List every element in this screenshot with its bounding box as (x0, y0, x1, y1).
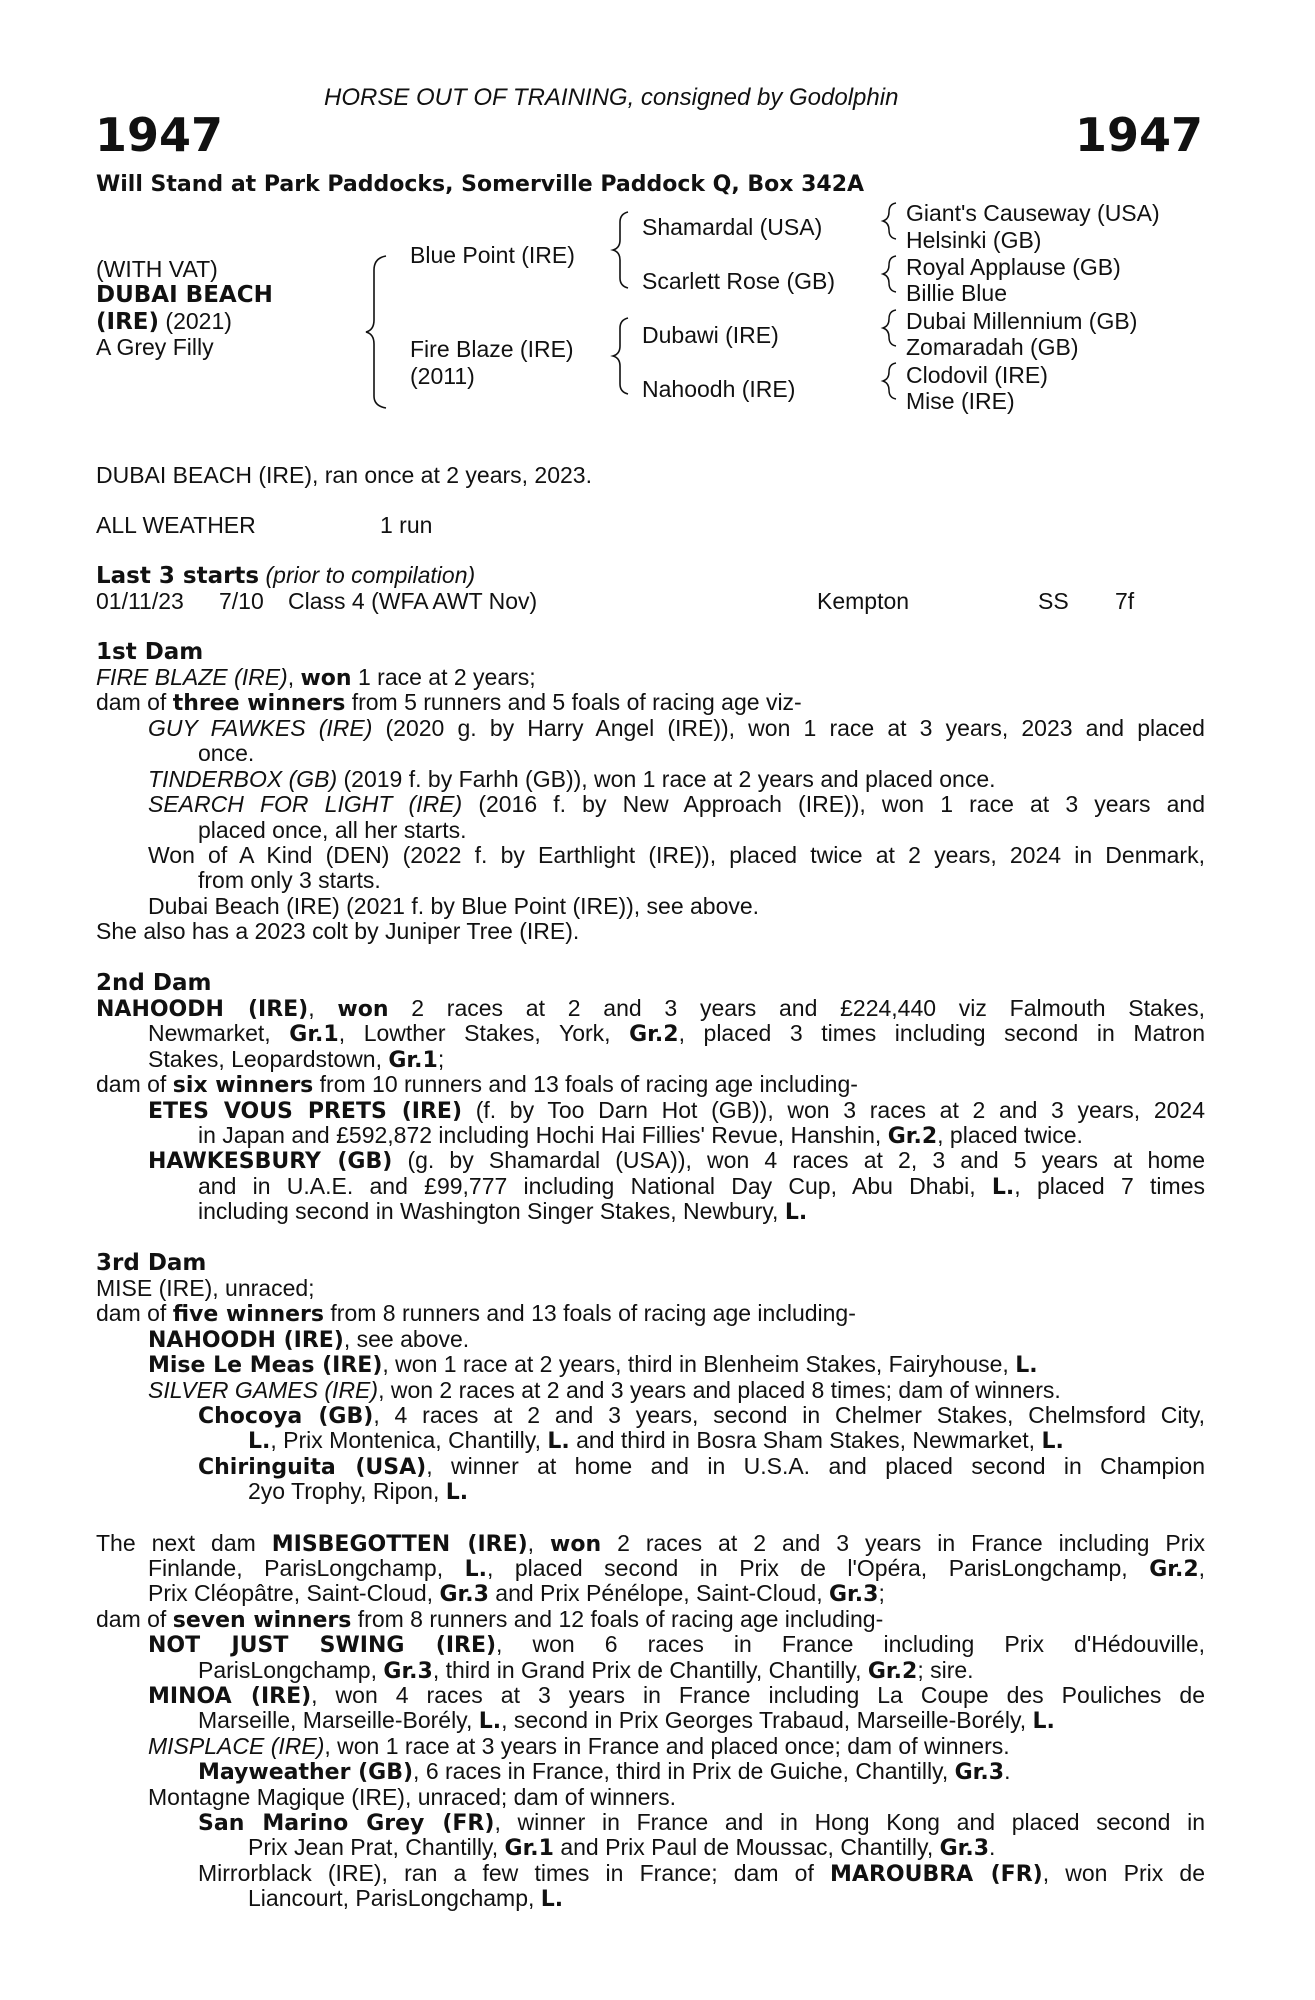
ped-ssd: Helsinki (GB) (906, 227, 1042, 253)
first-dam-line: FIRE BLAZE (IRE), won 1 race at 2 years; (96, 664, 536, 691)
dam: Fire Blaze (IRE) (410, 336, 574, 362)
first-dam-line: from only 3 starts. (198, 867, 381, 893)
dam-year: (2011) (410, 363, 475, 389)
third-dam-line: MISE (IRE), unraced; (96, 1275, 315, 1301)
third-dam-line: SILVER GAMES (IRE), won 2 races at 2 and 3 years and placed 8 times; dam of winners. (148, 1377, 1061, 1403)
start-course: Kempton (817, 588, 910, 614)
sire: Blue Point (IRE) (410, 242, 575, 268)
horse-description: A Grey Filly (96, 334, 214, 360)
ped-sdd: Billie Blue (906, 280, 1007, 306)
race-summary: DUBAI BEACH (IRE), ran once at 2 years, 2023. (96, 462, 592, 488)
horse-year: (2021) (159, 308, 232, 334)
next-dam-line: Mirrorblack (IRE), ran a few times in France; dam of MAROUBRA (FR), won Prix de (198, 1860, 1205, 1887)
dam-sire: Dubawi (IRE) (642, 322, 779, 348)
lot-number-left: 1947 (95, 108, 224, 162)
surface-runs: 1 run (380, 512, 433, 538)
third-dam-line: L., Prix Montenica, Chantilly, L. and third in Bosra Sham Stakes, Newmarket, L. (248, 1427, 1064, 1454)
third-dam-line: Chocoya (GB), 4 races at 2 and 3 years, second in Chelmer Stakes, Chelmsford City, (198, 1402, 1205, 1429)
next-dam-line: Marseille, Marseille-Borély, L., second in Prix Georges Trabaud, Marseille-Borély, L. (198, 1707, 1055, 1734)
consignment-note: HORSE OUT OF TRAINING, consigned by Godolphin (324, 84, 899, 111)
vat-note: (WITH VAT) (96, 256, 218, 282)
second-dam-line: NAHOODH (IRE), won 2 races at 2 and 3 years and £224,440 viz Falmouth Stakes, (96, 995, 1206, 1022)
ped-dds: Clodovil (IRE) (906, 362, 1048, 388)
third-dam-line: Mise Le Meas (IRE), won 1 race at 2 years, third in Blenheim Stakes, Fairyhouse, L. (148, 1351, 1038, 1378)
surface-label: ALL WEATHER (96, 512, 256, 538)
second-dam-line: and in U.A.E. and £99,777 including National Day Cup, Abu Dhabi, L., placed 7 times (198, 1173, 1205, 1200)
first-dam-line: SEARCH FOR LIGHT (IRE) (2016 f. by New Approach (IRE)), won 1 race at 3 years and (148, 791, 1205, 817)
first-dam-line: GUY FAWKES (IRE) (2020 g. by Harry Angel (IRE)), won 1 race at 3 years, 2023 and placed (148, 715, 1205, 741)
start-date: 01/11/23 (96, 588, 184, 614)
ss-brace (883, 203, 896, 239)
start-distance: 7f (1115, 588, 1135, 614)
horse-name: DUBAI BEACH (96, 282, 273, 308)
next-dam-line: dam of seven winners from 8 runners and 12 foals of racing age including- (96, 1606, 884, 1633)
second-dam-line: dam of six winners from 10 runners and 13 foals of racing age including- (96, 1071, 858, 1098)
last-starts-note: (prior to compilation) (259, 562, 476, 588)
third-dam-line: 2yo Trophy, Ripon, L. (248, 1478, 469, 1505)
start-position: 7/10 (219, 588, 264, 614)
next-dam-line: The next dam MISBEGOTTEN (IRE), won 2 races at 2 and 3 years in France including Prix (96, 1530, 1205, 1557)
second-dam-line: including second in Washington Singer Stakes, Newbury, L. (198, 1198, 808, 1225)
first-dam-line: She also has a 2023 colt by Juniper Tree (IRE). (96, 918, 580, 944)
stand-location: Will Stand at Park Paddocks, Somerville Paddock Q, Box 342A (96, 172, 865, 197)
lot-number-right: 1947 (1074, 108, 1203, 162)
third-dam-line: NAHOODH (IRE), see above. (148, 1326, 470, 1353)
third-dam-line: dam of five winners from 8 runners and 13 foals of racing age including- (96, 1300, 856, 1327)
next-dam-line: MINOA (IRE), won 4 races at 3 years in France including La Coupe des Pouliches de (148, 1682, 1205, 1709)
main-brace (366, 256, 386, 408)
next-dam-line: Mayweather (GB), 6 races in France, third in Prix de Guiche, Chantilly, Gr.3. (198, 1758, 1011, 1785)
sd-brace (883, 256, 896, 292)
next-dam-line: MISPLACE (IRE), won 1 race at 3 years in France and placed once; dam of winners. (148, 1733, 1010, 1759)
next-dam-line: Prix Jean Prat, Chantilly, Gr.1 and Prix Paul de Moussac, Chantilly, Gr.3. (248, 1834, 996, 1861)
ped-dsd: Zomaradah (GB) (906, 334, 1079, 360)
third-dam-heading: 3rd Dam (96, 1250, 207, 1276)
start-race: Class 4 (WFA AWT Nov) (288, 588, 538, 614)
second-dam-line: Newmarket, Gr.1, Lowther Stakes, York, Gr.2, placed 3 times including second in Matron (148, 1020, 1205, 1047)
last-starts-heading (96, 562, 475, 589)
next-dam-line: Liancourt, ParisLongchamp, L. (248, 1885, 564, 1912)
first-dam-heading: 1st Dam (96, 639, 204, 665)
first-dam-line: TINDERBOX (GB) (2019 f. by Farhh (GB)), won 1 race at 2 years and placed once. (148, 766, 996, 792)
ped-sss: Giant's Causeway (USA) (906, 200, 1160, 226)
next-dam-line: Montagne Magique (IRE), unraced; dam of winners. (148, 1784, 676, 1810)
second-dam-line: in Japan and £592,872 including Hochi Hai Fillies' Revue, Hanshin, Gr.2, placed twice. (198, 1122, 1083, 1149)
ped-ddd: Mise (IRE) (906, 388, 1015, 414)
start-going: SS (1038, 588, 1069, 614)
next-dam-line: Prix Cléopâtre, Saint-Cloud, Gr.3 and Prix Pénélope, Saint-Cloud, Gr.3; (148, 1580, 885, 1607)
next-dam-line: NOT JUST SWING (IRE), won 6 races in France including Prix d'Hédouville, (148, 1631, 1205, 1658)
second-dam-heading: 2nd Dam (96, 970, 212, 996)
first-dam-line: Won of A Kind (DEN) (2022 f. by Earthlight (IRE)), placed twice at 2 years, 2024 in Denmark, (148, 842, 1205, 868)
first-dam-line: Dubai Beach (IRE) (2021 f. by Blue Point (IRE)), see above. (148, 893, 760, 919)
first-dam-line: placed once, all her starts. (198, 817, 467, 843)
horse-country: (IRE) (96, 309, 160, 335)
ped-sds: Royal Applause (GB) (906, 254, 1121, 280)
second-dam-line: HAWKESBURY (GB) (g. by Shamardal (USA)), won 4 races at 2, 3 and 5 years at home (148, 1147, 1205, 1174)
ped-dss: Dubai Millennium (GB) (906, 308, 1138, 334)
ds-brace (883, 310, 896, 346)
last-starts-title: Last 3 starts (96, 563, 260, 589)
third-dam-line: Chiringuita (USA), winner at home and in U.S.A. and placed second in Champion (198, 1453, 1206, 1480)
dam-brace (613, 318, 628, 394)
next-dam-line: Finlande, ParisLongchamp, L., placed second in Prix de l'Opéra, ParisLongchamp, Gr.2, (148, 1555, 1206, 1582)
first-dam-line: dam of three winners from 5 runners and 5 foals of racing age viz- (96, 689, 802, 716)
dd-brace (883, 363, 896, 399)
second-dam-line: ETES VOUS PRETS (IRE) (f. by Too Darn Hot (GB)), won 3 races at 2 and 3 years, 2024 (148, 1097, 1205, 1124)
sire-brace (613, 212, 628, 288)
second-dam-line: Stakes, Leopardstown, Gr.1; (148, 1046, 445, 1073)
next-dam-line: ParisLongchamp, Gr.3, third in Grand Prix de Chantilly, Chantilly, Gr.2; sire. (198, 1657, 974, 1684)
next-dam-line: San Marino Grey (FR), winner in France and in Hong Kong and placed second in (198, 1809, 1206, 1836)
sire-sire: Shamardal (USA) (642, 214, 823, 240)
dam-dam: Nahoodh (IRE) (642, 376, 796, 402)
sire-dam: Scarlett Rose (GB) (642, 268, 835, 294)
first-dam-line: once. (198, 740, 255, 766)
